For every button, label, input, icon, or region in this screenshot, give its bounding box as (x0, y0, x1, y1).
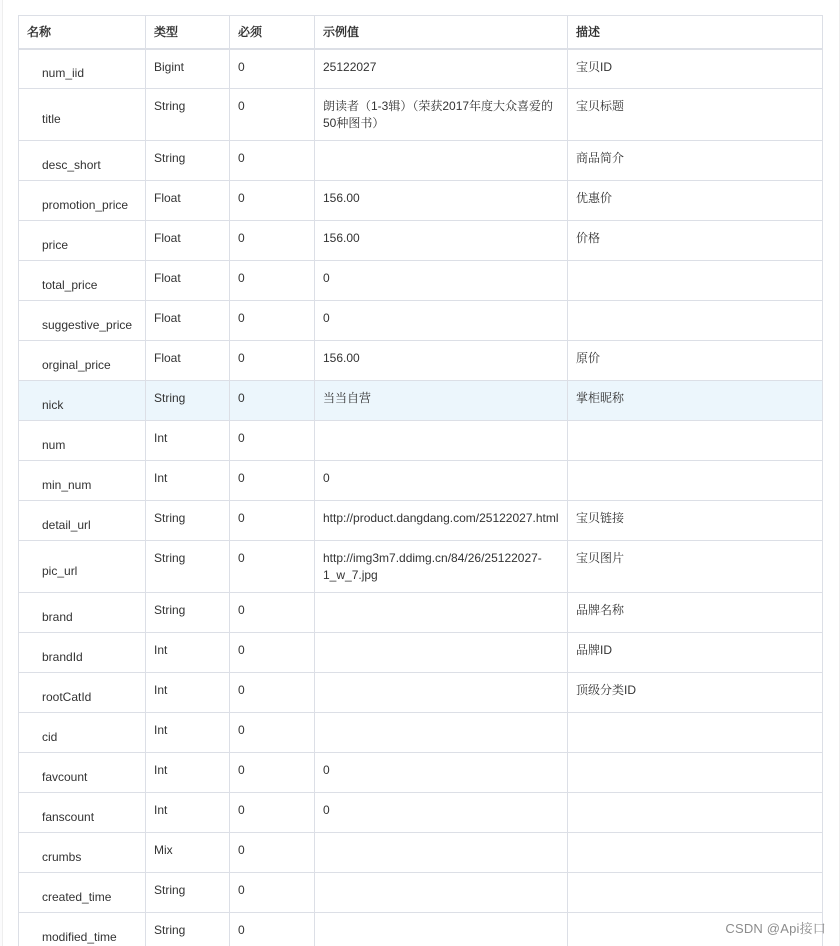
field-type-cell (146, 89, 230, 141)
field-required: 0 (238, 603, 245, 617)
field-name-cell (19, 301, 146, 341)
field-required: 0 (238, 431, 245, 445)
field-description-cell (568, 713, 823, 753)
field-example-cell (315, 541, 568, 593)
field-name-cell (19, 793, 146, 833)
field-name: price (42, 237, 69, 252)
field-name: total_price (42, 277, 98, 292)
field-description: 宝贝链接 (576, 511, 625, 525)
field-required-cell (230, 221, 315, 261)
field-required: 0 (238, 271, 245, 285)
field-name-cell (19, 913, 146, 946)
field-type-cell (146, 793, 230, 833)
field-example: 朗读者（1-3辑）（荣获2017年度大众喜爱的50种图书） (323, 99, 554, 130)
field-example-cell (315, 793, 568, 833)
field-name: brandId (42, 649, 83, 664)
table-row (19, 89, 823, 141)
field-description: 品牌名称 (576, 603, 625, 617)
field-example-cell (315, 341, 568, 381)
field-description-cell (568, 593, 823, 633)
field-type-cell (146, 181, 230, 221)
field-name-cell (19, 89, 146, 141)
field-required-cell (230, 341, 315, 381)
field-example-cell (315, 873, 568, 913)
table-row (19, 833, 823, 873)
field-description-cell (568, 181, 823, 221)
field-type-cell (146, 141, 230, 181)
field-required-cell (230, 673, 315, 713)
field-name-cell (19, 633, 146, 673)
field-example: 当当自营 (323, 391, 372, 405)
field-required-cell (230, 593, 315, 633)
field-required-cell (230, 793, 315, 833)
field-required-cell (230, 541, 315, 593)
field-description: 掌柜昵称 (576, 391, 625, 405)
field-example-cell (315, 501, 568, 541)
field-example: 0 (323, 311, 330, 325)
field-name: modified_time (42, 929, 117, 944)
field-required: 0 (238, 763, 245, 777)
field-example: 156.00 (323, 231, 360, 245)
field-type: Bigint (154, 59, 185, 74)
field-example: 0 (323, 763, 330, 777)
field-name: suggestive_price (42, 317, 133, 332)
field-name-cell (19, 873, 146, 913)
field-example: 0 (323, 271, 330, 285)
field-description-cell (568, 673, 823, 713)
field-name: cid (42, 729, 58, 744)
field-required: 0 (238, 99, 245, 113)
field-example: http://img3m7.ddimg.cn/84/26/25122027-1_w_7.jpg (323, 551, 542, 582)
field-description-cell (568, 261, 823, 301)
field-type: Int (154, 723, 168, 737)
table-row (19, 713, 823, 753)
field-description-cell (568, 341, 823, 381)
field-description-cell (568, 421, 823, 461)
field-name-cell (19, 221, 146, 261)
field-name: num (42, 437, 66, 452)
table-row (19, 181, 823, 221)
field-example-cell (315, 381, 568, 421)
field-description-cell (568, 141, 823, 181)
field-description-cell (568, 49, 823, 89)
field-required-cell (230, 141, 315, 181)
field-required-cell (230, 501, 315, 541)
field-name: promotion_price (42, 197, 129, 212)
field-name: nick (42, 397, 64, 412)
field-required-cell (230, 89, 315, 141)
field-example: 0 (323, 471, 330, 485)
field-name-cell (19, 673, 146, 713)
table-row (19, 141, 823, 181)
field-name-cell (19, 261, 146, 301)
field-type-cell (146, 49, 230, 89)
field-example-cell (315, 261, 568, 301)
field-description-cell (568, 873, 823, 913)
field-name: brand (42, 609, 73, 624)
field-type: String (154, 151, 186, 165)
field-description: 优惠价 (576, 191, 613, 205)
field-name-cell (19, 753, 146, 793)
field-type-cell (146, 673, 230, 713)
field-name-cell (19, 593, 146, 633)
field-example-cell (315, 49, 568, 89)
field-type: Float (154, 271, 181, 285)
field-name-cell (19, 501, 146, 541)
field-type-cell (146, 341, 230, 381)
field-type-cell (146, 833, 230, 873)
field-type: String (154, 99, 186, 113)
table-row (19, 341, 823, 381)
header-type: 类型 (146, 16, 230, 49)
field-required: 0 (238, 923, 245, 937)
field-description: 商品简介 (576, 151, 625, 165)
field-type-cell (146, 873, 230, 913)
field-type-cell (146, 913, 230, 946)
table-row (19, 49, 823, 89)
field-description-cell (568, 381, 823, 421)
header-name: 名称 (19, 16, 146, 49)
field-name: orginal_price (42, 357, 111, 372)
field-description-cell (568, 753, 823, 793)
field-required: 0 (238, 151, 245, 165)
field-name: min_num (42, 477, 92, 492)
field-name-cell (19, 421, 146, 461)
field-type-cell (146, 753, 230, 793)
field-description: 品牌ID (576, 643, 613, 657)
table-row (19, 421, 823, 461)
field-type-cell (146, 501, 230, 541)
field-required: 0 (238, 843, 245, 857)
field-example-cell (315, 833, 568, 873)
field-description: 宝贝ID (576, 59, 613, 74)
field-required: 0 (238, 59, 245, 74)
field-example-cell (315, 221, 568, 261)
field-type: Int (154, 803, 168, 817)
field-name: crumbs (42, 849, 82, 864)
table-row (19, 873, 823, 913)
field-required-cell (230, 381, 315, 421)
field-required-cell (230, 261, 315, 301)
field-example-cell (315, 89, 568, 141)
field-required: 0 (238, 803, 245, 817)
field-required-cell (230, 633, 315, 673)
table-row (19, 673, 823, 713)
field-description-cell (568, 501, 823, 541)
field-required-cell (230, 461, 315, 501)
field-name-cell (19, 381, 146, 421)
field-required: 0 (238, 723, 245, 737)
field-description: 顶级分类ID (576, 683, 637, 697)
field-name-cell (19, 49, 146, 89)
field-required: 0 (238, 471, 245, 485)
field-description-cell (568, 301, 823, 341)
field-type-cell (146, 593, 230, 633)
field-description: 宝贝标题 (576, 99, 625, 113)
field-type: Int (154, 431, 168, 445)
field-example-cell (315, 181, 568, 221)
field-example: http://product.dangdang.com/25122027.html (323, 511, 559, 525)
field-type: String (154, 923, 186, 937)
api-fields-table (18, 15, 823, 946)
field-name: rootCatId (42, 689, 92, 704)
table-body (19, 49, 823, 946)
field-name: title (42, 111, 61, 126)
field-type: Int (154, 763, 168, 777)
field-type-cell (146, 461, 230, 501)
field-name-cell (19, 713, 146, 753)
field-description: 原价 (576, 351, 601, 365)
field-type-cell (146, 261, 230, 301)
field-required-cell (230, 713, 315, 753)
table-row (19, 221, 823, 261)
field-name-cell (19, 181, 146, 221)
field-required-cell (230, 421, 315, 461)
field-type: String (154, 511, 186, 525)
field-required: 0 (238, 311, 245, 325)
field-name: favcount (42, 769, 88, 784)
header-required: 必须 (230, 16, 315, 49)
field-example: 156.00 (323, 191, 360, 205)
header-example: 示例值 (315, 16, 568, 49)
field-type: Float (154, 351, 181, 365)
field-example-cell (315, 593, 568, 633)
field-required-cell (230, 181, 315, 221)
field-description-cell (568, 633, 823, 673)
field-required: 0 (238, 511, 245, 525)
field-example-cell (315, 633, 568, 673)
field-description-cell (568, 461, 823, 501)
field-type: Mix (154, 843, 173, 857)
field-example-cell (315, 753, 568, 793)
table-header-row (19, 16, 823, 49)
field-type: String (154, 603, 186, 617)
table-row (19, 593, 823, 633)
table-row (19, 633, 823, 673)
field-example-cell (315, 301, 568, 341)
field-required: 0 (238, 351, 245, 365)
table-row (19, 541, 823, 593)
field-required-cell (230, 301, 315, 341)
field-name: fanscount (42, 809, 95, 824)
field-type: Int (154, 643, 168, 657)
field-description-cell (568, 793, 823, 833)
field-name-cell (19, 341, 146, 381)
watermark: CSDN @Api接口 (725, 921, 826, 936)
field-type-cell (146, 633, 230, 673)
field-type-cell (146, 221, 230, 261)
field-required: 0 (238, 551, 245, 565)
field-required: 0 (238, 643, 245, 657)
field-type-cell (146, 421, 230, 461)
field-required: 0 (238, 391, 245, 405)
table-row (19, 301, 823, 341)
table-row (19, 753, 823, 793)
field-type: Int (154, 471, 168, 485)
field-name-cell (19, 541, 146, 593)
table-row (19, 461, 823, 501)
field-name: num_iid (42, 65, 85, 80)
field-name: desc_short (42, 157, 101, 172)
field-example: 156.00 (323, 351, 360, 365)
field-type-cell (146, 301, 230, 341)
field-name-cell (19, 461, 146, 501)
table-row (19, 261, 823, 301)
field-type: String (154, 883, 186, 897)
field-required: 0 (238, 883, 245, 897)
field-type-cell (146, 381, 230, 421)
table-row (19, 381, 823, 421)
table-row (19, 501, 823, 541)
field-name: detail_url (42, 517, 91, 532)
field-type: Float (154, 311, 181, 325)
field-example-cell (315, 673, 568, 713)
field-type: Float (154, 231, 181, 245)
field-example-cell (315, 713, 568, 753)
field-required-cell (230, 753, 315, 793)
field-name-cell (19, 141, 146, 181)
field-type: String (154, 551, 186, 565)
field-required-cell (230, 913, 315, 946)
table-row (19, 913, 823, 946)
field-type: Int (154, 683, 168, 697)
field-description: 价格 (576, 231, 601, 245)
field-example-cell (315, 421, 568, 461)
field-description: 宝贝图片 (576, 551, 625, 565)
field-name: pic_url (42, 563, 78, 578)
field-example-cell (315, 141, 568, 181)
field-required: 0 (238, 683, 245, 697)
field-required-cell (230, 49, 315, 89)
field-example-cell (315, 461, 568, 501)
table-row (19, 793, 823, 833)
field-type-cell (146, 541, 230, 593)
field-description-cell (568, 541, 823, 593)
field-description-cell (568, 221, 823, 261)
field-example: 0 (323, 803, 330, 817)
field-example: 25122027 (323, 59, 377, 74)
field-name: created_time (42, 889, 112, 904)
field-required: 0 (238, 191, 245, 205)
field-name-cell (19, 833, 146, 873)
field-type-cell (146, 713, 230, 753)
field-type: String (154, 391, 186, 405)
field-description-cell (568, 833, 823, 873)
field-type: Float (154, 191, 181, 205)
field-example-cell (315, 913, 568, 946)
header-description: 描述 (568, 16, 823, 49)
field-required-cell (230, 833, 315, 873)
field-description-cell (568, 89, 823, 141)
field-required-cell (230, 873, 315, 913)
field-required: 0 (238, 231, 245, 245)
